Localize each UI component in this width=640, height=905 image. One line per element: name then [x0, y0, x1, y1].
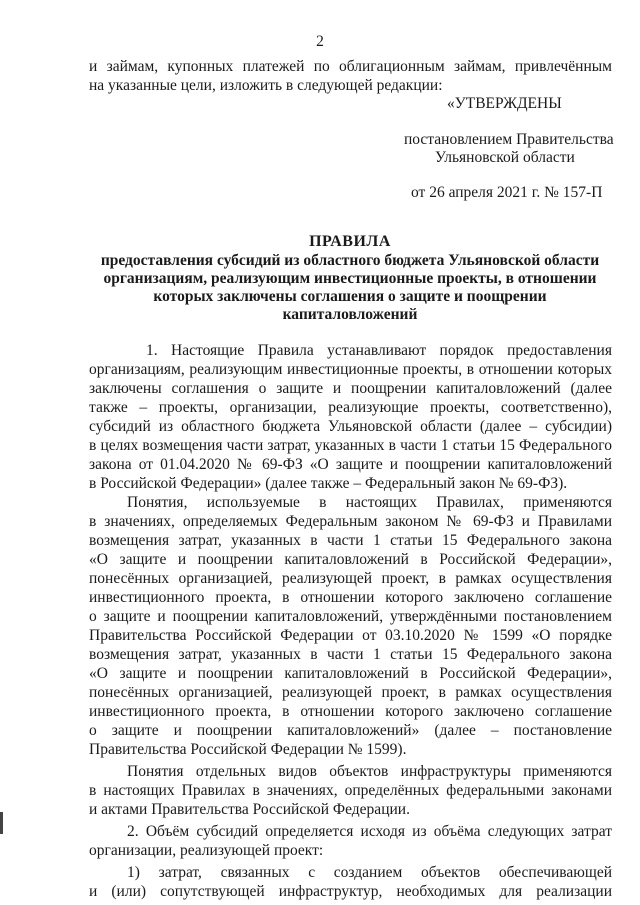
- body-line: и (или) сопутствующей инфраструктур, необходимых для реализации: [89, 883, 612, 900]
- approval-approved: «УТВЕРЖДЕНЫ: [447, 95, 562, 112]
- subtitle-line-4: капиталовложений: [282, 306, 418, 323]
- body-line: понесённых организацией, реализующей проект, в рамках осуществления: [89, 570, 612, 587]
- body-line: также – проекты, организации, реализующие проекты, соответственно),: [89, 399, 612, 416]
- body-line: организациям, реализующим инвестиционные проекты, в отношении которых: [89, 361, 612, 378]
- body-line: инвестиционного проекта, в отношении которого заключено соглашение: [89, 703, 612, 720]
- document-title: ПРАВИЛА: [309, 233, 391, 250]
- body-line: закона от 01.04.2020 № 69-ФЗ «О защите и поощрении капиталовложений: [89, 456, 612, 473]
- subtitle-line-1: предоставления субсидий из областного бюджета Ульяновской области: [100, 252, 600, 269]
- body-line: Правительства Российской Федерации от 03.10.2020 № 1599 «О порядке: [89, 627, 612, 644]
- scan-edge-mark: [0, 812, 3, 834]
- body-line: Правительства Российской Федерации № 1599).: [89, 741, 407, 758]
- approval-date: от 26 апреля 2021 г. № 157-П: [411, 184, 603, 201]
- subtitle-line-3: которых заключены соглашения о защите и поощрении: [153, 288, 547, 305]
- body-line: инвестиционного проекта, в отношении которого заключено соглашение: [89, 589, 612, 606]
- page-number: 2: [316, 33, 324, 50]
- body-line: 1) затрат, связанных с созданием объектов обеспечивающей: [127, 864, 612, 881]
- body-line: в значениях, определяемых Федеральным законом № 69-ФЗ и Правилами: [89, 513, 612, 530]
- body-line: 2. Объём субсидий определяется исходя из объёма следующих затрат: [127, 823, 612, 840]
- approval-by-line-1: постановлением Правительства: [404, 131, 614, 148]
- intro-line-1: и займам, купонных платежей по облигационным займам, привлечённым: [89, 58, 612, 75]
- body-line: и актами Правительства Российской Федерации.: [89, 801, 410, 818]
- body-line: понесённых организацией, реализующей проект, в рамках осуществления: [89, 684, 612, 701]
- body-line: Понятия, используемые в настоящих Правилах, применяются: [127, 494, 612, 511]
- subtitle-line-2: организациям, реализующим инвестиционные проекты, в отношении: [103, 270, 597, 287]
- body-line: организации, реализующей проект:: [89, 842, 324, 859]
- approval-by-line-2: Ульяновской области: [435, 149, 575, 166]
- body-line: «О защите и поощрении капиталовложений в Российской Федерации»,: [89, 665, 612, 682]
- body-line: возмещения затрат, указанных в части 1 статьи 15 Федерального закона: [89, 532, 612, 549]
- body-line: в Российской Федерации» (далее также – Федеральный закон № 69-ФЗ).: [89, 475, 568, 492]
- body-line: «О защите и поощрении капиталовложений в Российской Федерации»,: [89, 551, 612, 568]
- body-line: Понятия отдельных видов объектов инфраструктуры применяются: [127, 763, 612, 780]
- body-line: о защите и поощрении капиталовложений, утверждёнными постановлением: [89, 608, 612, 625]
- body-line: субсидий из областного бюджета Ульяновской области (далее – субсидии): [89, 418, 612, 435]
- body-line: в настоящих Правилах в значениях, определённых федеральными законами: [89, 782, 612, 799]
- intro-line-2: на указанные цели, изложить в следующей редакции:: [89, 77, 443, 94]
- body-line: заключены соглашения о защите и поощрении капиталовложений (далее: [89, 380, 612, 397]
- body-line: в целях возмещения части затрат, указанных в части 1 статьи 15 Федерального: [89, 437, 612, 454]
- body-line: 1. Настоящие Правила устанавливают порядок предоставления: [146, 342, 612, 359]
- body-line: о защите и поощрении капиталовложений» (далее – постановление: [89, 722, 612, 739]
- body-line: возмещения затрат, указанных в части 1 статьи 15 Федерального закона: [89, 646, 612, 663]
